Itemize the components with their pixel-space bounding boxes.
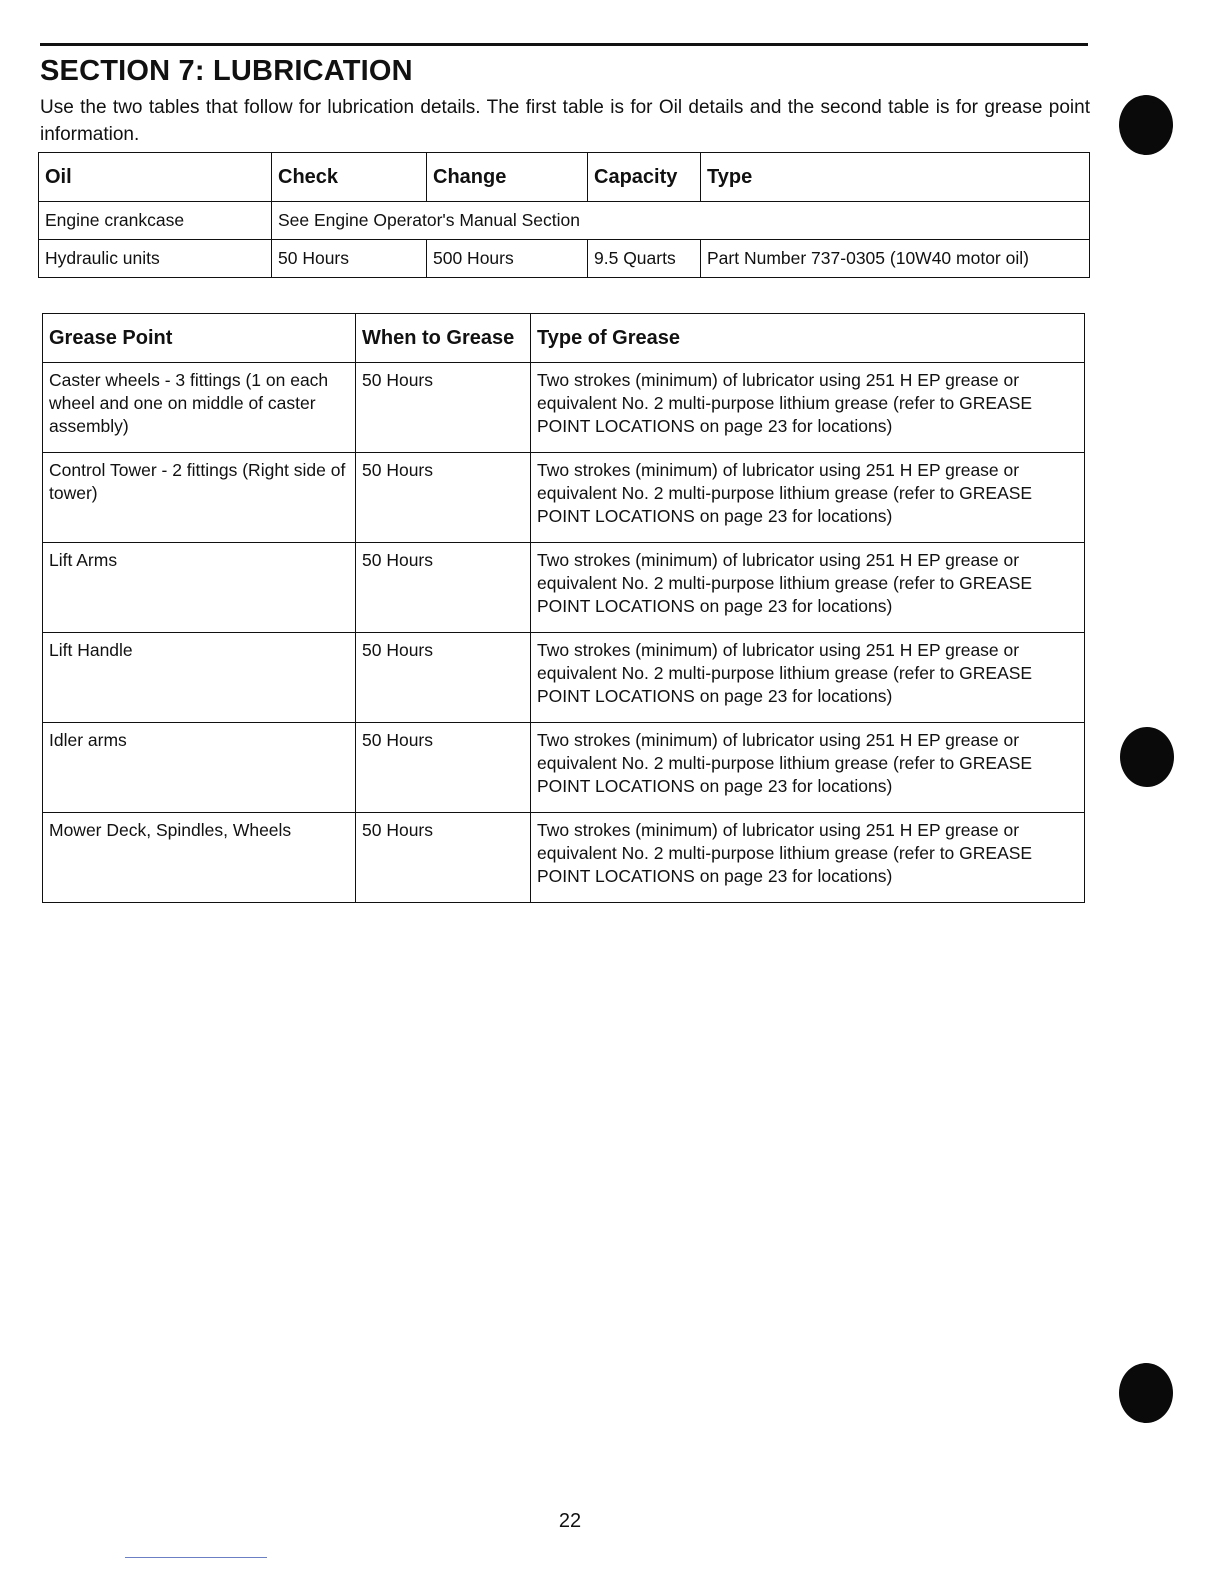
oil-type: Part Number 737-0305 (10W40 motor oil) [701,240,1090,278]
table-row [43,633,1085,723]
grease-when: 50 Hours [356,543,531,633]
oil-note: See Engine Operator's Manual Section [272,202,1090,240]
intro-paragraph: Use the two tables that follow for lubrication details. The first table is for Oil details and the second table is for grease point information. [40,97,1090,145]
table-row [43,723,1085,813]
oil-header-change: Change [427,153,588,202]
oil-header-oil: Oil [39,153,272,202]
table-row [43,543,1085,633]
oil-table [38,152,1090,278]
oil-header-check: Check [272,153,427,202]
grease-point: Lift Handle [43,633,356,723]
oil-check: 50 Hours [272,240,427,278]
grease-when: 50 Hours [356,723,531,813]
grease-type: Two strokes (minimum) of lubricator using 251 H EP grease or equivalent No. 2 multi-purpose lithium grease (refer to GREASE POINT LOCATIONS on page 23 for locations) [531,363,1085,453]
footer-link-underline [125,1557,267,1558]
oil-change: 500 Hours [427,240,588,278]
grease-type: Two strokes (minimum) of lubricator using 251 H EP grease or equivalent No. 2 multi-purpose lithium grease (refer to GREASE POINT LOCATIONS on page 23 for locations) [531,453,1085,543]
grease-type: Two strokes (minimum) of lubricator using 251 H EP grease or equivalent No. 2 multi-purpose lithium grease (refer to GREASE POINT LOCATIONS on page 23 for locations) [531,633,1085,723]
binder-hole-icon [1120,727,1174,787]
grease-header-type: Type of Grease [531,314,1085,363]
table-row [39,202,1090,240]
grease-when: 50 Hours [356,453,531,543]
oil-header-capacity: Capacity [588,153,701,202]
section-title: SECTION 7: LUBRICATION [40,55,413,87]
oil-table-header-row [39,153,1090,202]
table-row [43,453,1085,543]
binder-hole-icon [1119,95,1173,155]
grease-type: Two strokes (minimum) of lubricator using 251 H EP grease or equivalent No. 2 multi-purpose lithium grease (refer to GREASE POINT LOCATIONS on page 23 for locations) [531,813,1085,903]
grease-table [42,313,1085,903]
grease-type: Two strokes (minimum) of lubricator using 251 H EP grease or equivalent No. 2 multi-purpose lithium grease (refer to GREASE POINT LOCATIONS on page 23 for locations) [531,723,1085,813]
page-number: 22 [558,1510,582,1532]
grease-point: Idler arms [43,723,356,813]
table-row [43,813,1085,903]
grease-type: Two strokes (minimum) of lubricator using 251 H EP grease or equivalent No. 2 multi-purpose lithium grease (refer to GREASE POINT LOCATIONS on page 23 for locations) [531,543,1085,633]
grease-point: Mower Deck, Spindles, Wheels [43,813,356,903]
oil-item: Hydraulic units [39,240,272,278]
table-row [43,363,1085,453]
top-rule [40,43,1088,46]
oil-item: Engine crankcase [39,202,272,240]
grease-header-when: When to Grease [356,314,531,363]
grease-point: Lift Arms [43,543,356,633]
grease-header-point: Grease Point [43,314,356,363]
grease-point: Control Tower - 2 fittings (Right side of tower) [43,453,356,543]
oil-capacity: 9.5 Quarts [588,240,701,278]
grease-when: 50 Hours [356,633,531,723]
binder-hole-icon [1119,1363,1173,1423]
grease-point: Caster wheels - 3 fittings (1 on each wheel and one on middle of caster assembly) [43,363,356,453]
grease-table-header-row [43,314,1085,363]
table-row [39,240,1090,278]
oil-header-type: Type [701,153,1090,202]
grease-when: 50 Hours [356,813,531,903]
grease-when: 50 Hours [356,363,531,453]
